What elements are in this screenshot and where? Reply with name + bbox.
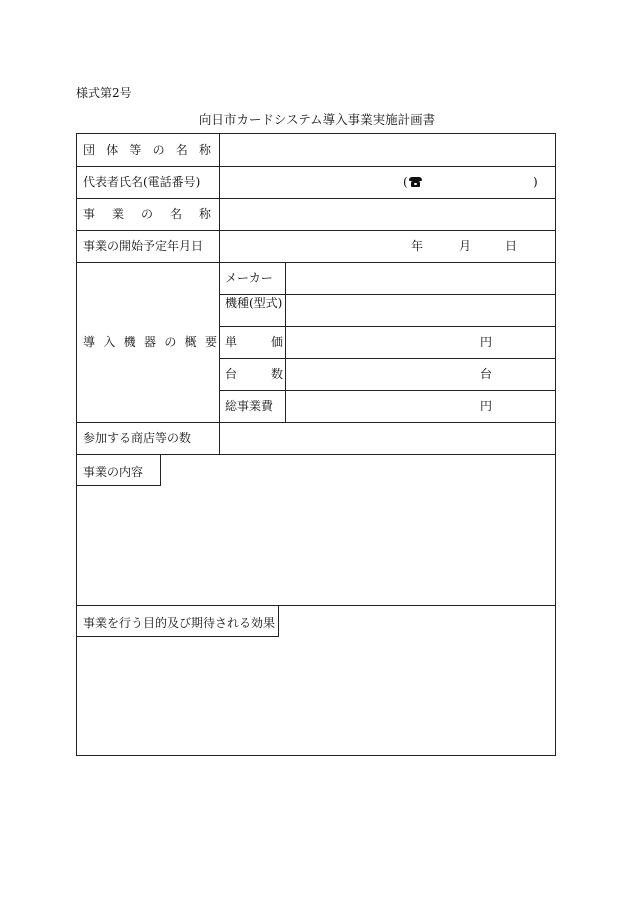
model-label: 機種(型式) [225,296,283,310]
unit-price-label [225,336,283,348]
row-divider [219,326,555,327]
organization-name-label [83,144,211,156]
label-glyph: 数 [270,367,283,381]
label-glyph: 名 [169,207,182,221]
label-glyph: 単 [225,335,238,349]
label-glyph: 価 [270,335,283,349]
start-date-label: 事業の開始予定年月日 [83,239,204,253]
row-divider [77,198,555,199]
total-cost-suffix: 円 [480,399,493,413]
phone-close-paren: ) [533,175,538,189]
label-glyph: 入 [103,335,116,349]
row-divider [219,390,555,391]
row-divider [77,422,555,423]
business-content-label: 事業の内容 [77,454,161,486]
form-number: 様式第2号 [76,86,132,100]
store-count-label: 参加する商店等の数 [83,431,192,445]
paren-open: ( [403,175,408,189]
label-text [83,144,211,156]
label-glyph: の [152,143,165,157]
purpose-effect-label: 事業を行う目的及び期待される効果 [77,605,279,637]
row-divider [219,294,555,295]
row-divider [77,166,555,167]
label-glyph: の [164,335,177,349]
row-divider [219,358,555,359]
unit-price-suffix: 円 [480,335,493,349]
label-glyph: 導 [83,335,96,349]
row-divider [77,262,555,263]
document-title: 向日市カードシステム導入事業実施計画書 [198,112,436,127]
column-divider [219,134,220,454]
label-glyph: 台 [225,367,238,381]
column-divider [285,262,286,422]
total-cost-label: 総事業費 [225,399,274,413]
phone-open-paren [403,176,423,188]
quantity-label [225,368,283,380]
label-glyph: 称 [198,143,211,157]
representative-label: 代表者氏名(電話番号) [83,175,201,189]
label-glyph: 器 [143,335,156,349]
equipment-overview-label [83,336,217,348]
maker-label: メーカー [225,271,273,285]
application-form-table [76,133,556,756]
label-glyph: 等 [129,143,142,157]
label-glyph: 名 [175,143,188,157]
date-day-label: 日 [505,239,518,253]
business-name-label [83,208,211,220]
telephone-icon [409,177,422,187]
quantity-suffix: 台 [480,367,493,381]
label-glyph: 体 [106,143,119,157]
label-glyph: 機 [123,335,136,349]
date-year-label: 年 [411,239,424,253]
label-glyph: 要 [204,335,217,349]
label-glyph: の [140,207,153,221]
label-glyph: 業 [111,207,124,221]
label-glyph: 称 [198,207,211,221]
label-glyph: 概 [184,335,197,349]
label-glyph: 団 [83,143,96,157]
date-month-label: 月 [459,239,472,253]
row-divider [77,230,555,231]
label-glyph: 事 [83,207,96,221]
